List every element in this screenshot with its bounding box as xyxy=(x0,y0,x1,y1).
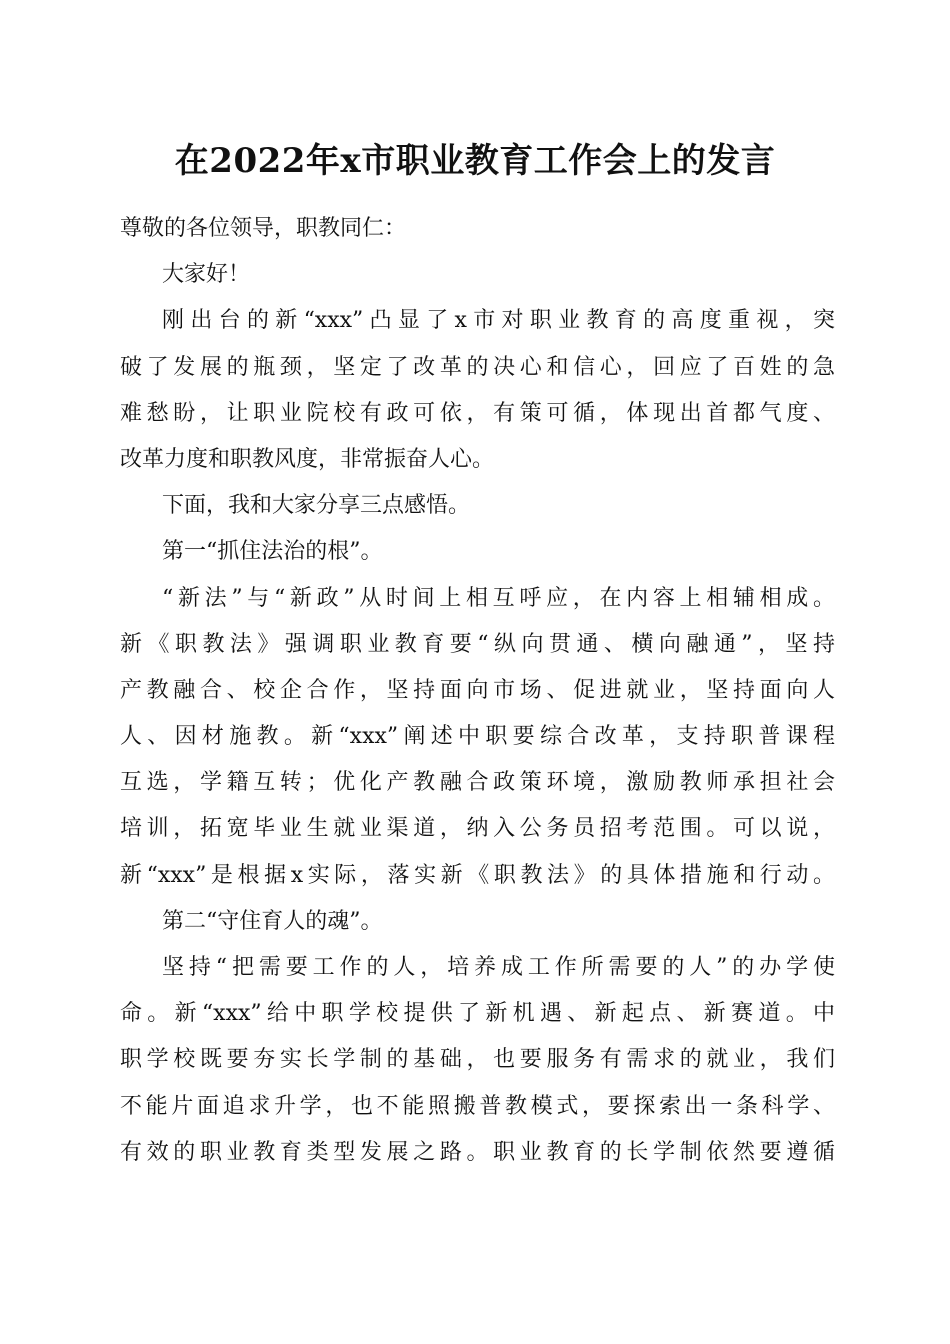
text-line: 有效的职业教育类型发展之路。职业教育的长学制依然要遵循 xyxy=(120,1139,835,1165)
text-line: 第二“守住育人的魂”。 xyxy=(162,908,383,934)
text-line: 大家好！ xyxy=(162,262,251,288)
document-body xyxy=(120,206,835,1176)
text-line: “新法”与“新政”从时间上相互呼应，在内容上相辅相成。 xyxy=(162,585,835,611)
text-line: 难愁盼，让职业院校有政可依，有策可循，体现出首都气度、 xyxy=(120,400,835,426)
text-line: 人、因材施教。新“xxx”阐述中职要综合改革，支持职普课程 xyxy=(120,724,835,750)
text-line: 改革力度和职教风度，非常振奋人心。 xyxy=(120,446,495,472)
text-line: 刚出台的新“xxx”凸显了x市对职业教育的高度重视，突 xyxy=(162,308,835,334)
text-line: 命。新“xxx”给中职学校提供了新机遇、新起点、新赛道。中 xyxy=(120,1001,835,1027)
text-line: 职学校既要夯实长学制的基础，也要服务有需求的就业，我们 xyxy=(120,1047,835,1073)
text-line: 产教融合、校企合作，坚持面向市场、促进就业，坚持面向人 xyxy=(120,677,835,703)
text-line: 培训，拓宽毕业生就业渠道，纳入公务员招考范围。可以说， xyxy=(120,816,835,842)
page-title: 在2022年x市职业教育工作会上的发言 xyxy=(174,141,776,181)
text-line: 新《职教法》强调职业教育要“纵向贯通、横向融通”，坚持 xyxy=(120,631,835,657)
text-line: 互选，学籍互转；优化产教融合政策环境，激励教师承担社会 xyxy=(120,770,835,796)
text-line: 第一“抓住法治的根”。 xyxy=(162,539,383,565)
text-line: 坚持“把需要工作的人，培养成工作所需要的人”的办学使 xyxy=(162,955,835,980)
text-line: 下面，我和大家分享三点感悟。 xyxy=(162,493,471,519)
text-line: 尊敬的各位领导，职教同仁： xyxy=(120,216,407,241)
text-line: 新“xxx”是根据x实际，落实新《职教法》的具体措施和行动。 xyxy=(120,862,835,888)
text-line: 不能片面追求升学，也不能照搬普教模式，要探索出一条科学、 xyxy=(120,1093,835,1119)
text-line: 破了发展的瓶颈，坚定了改革的决心和信心，回应了百姓的急 xyxy=(120,354,835,380)
